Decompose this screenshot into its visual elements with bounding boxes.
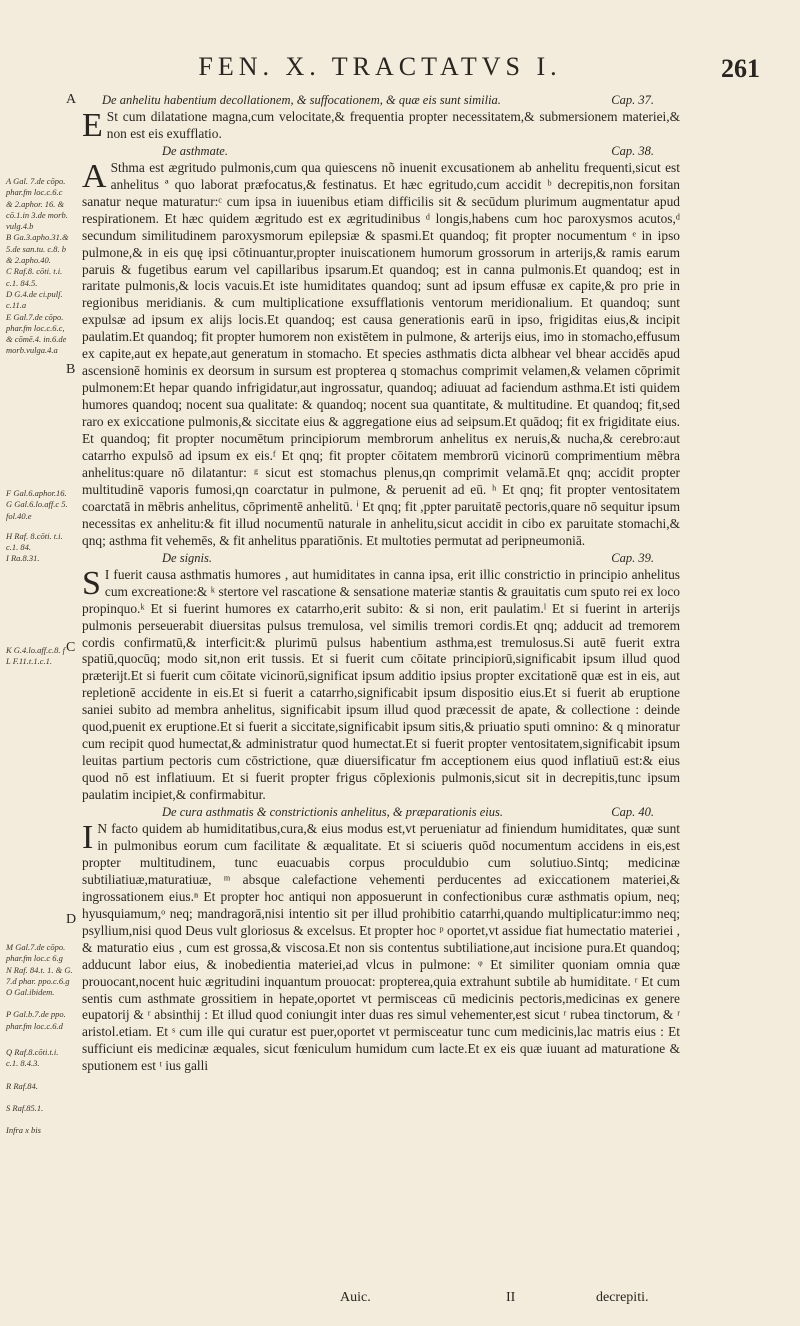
margin-note: & 2.aphor. 16. & xyxy=(6,198,65,209)
chapter-38-drop-cap: A xyxy=(82,157,107,195)
margin-note: F Gal.6.aphor.16. xyxy=(6,488,67,498)
chapter-39-heading xyxy=(162,550,680,567)
chapter-39-title: De signis. xyxy=(162,550,212,565)
chapter-37-heading xyxy=(102,92,680,109)
margin-note: P Gal.b.7.de ppo. xyxy=(6,1009,66,1020)
margin-note: N Raf. 84.t. 1. & G. xyxy=(6,964,73,975)
chapter-40-drop-cap: I xyxy=(82,818,94,856)
margin-note xyxy=(6,522,74,530)
margin-note: 7.d phar. ppo.c.6.g xyxy=(6,975,70,986)
catchword-signature: Auic. xyxy=(340,1290,371,1305)
margin-note: A Gal. 7.de cōpo. xyxy=(6,176,66,186)
chapter-38-text: Sthma est ægritudo pulmonis,cum qua quiescens nõ inuenit excusationem ab anhelitu frequenti,sicut est anhelitus ª quo laborat præfocatus,& festinatus. Et hæc egritudo,cum accidit ᵇ decrepitis,non forsitan sanatur neque maturatur:ᶜ cum ipsa in iuuenibus etiam difficilis sit & secūdum plurimum augmentatur apud respirationem. Et hæc quidem ægritudo est ex ægritudinibus ᵈ longis,habens cum hoc paroxysmos acutos,ᵈ secundum similitudinem paroxysmorum epilepsiæ & spasmi.Et quandoq; fit propter nocumentum ᵉ in ipso pulmone,& in eis quę ipsi cōtinuantur,propter inuiscationem humorum grossorum in arterijs,& ramis earum paruis & fugetibus earum vel capillaribus ipsarum.Et quandoq; est in canna pulmonis.Et quandoq; est in raritate pulmonis,& locis vacuis.Et iste humiditates quandoq; sunt ad ipsum effusæ ex capite,& pro prie in regionibus meridianis. & cum multiplicatione exsufflationis ventorum meridionalium. Et quandoq; sunt expulsæ ad ipsum ex alijs locis.Et quandoq; est causa generationis earū in ipso, frigiditas eius,& incipit paulatim.Et quandoq; fit propter humorem non existētem in pulmone, & arterijs eius, imo in stomacho,effusum ex capite,aut ex hepate,aut generatum in stomacho. Et species asthmatis dicta albhear vel bhear accidēs apud ascensionē hominis ex deorsum in sursum est propterea q stomachus comprimit velamen,& velamen cōprimit pulmonem:Et hepar quando infrigidatur,aut ingrossatur, quandoq; adiuuat ad faciendum asthma.Et isti quidem humores quandoq; nocent sua qualitate: & quandoq; nocent sua quantitate, & multitudine. Et quandoq; fit,sed raro ex exiccatione pulmonis,& siccitate eius & aggregatione eius ad seipsum.Et quādoq; fit ex frigiditate eius. Et quandoq; fit propter nocumētum principiorum membrorum anhelitus ex neruis,& nucha,& cerebro:aut catarrho expulsō ad ipsum ex eis.ᶠ Et qnq; fit propter cōitatem membrorū vicinorū comprimentium mēbra anhelitus:quare nō dilatantur: ᵍ sicut est stomachus plenus,qn comprimit velamā.Et qnq; accidit propter multitudinē vaporis fumosi,qn coarctatur in pulmone, & peruenit ad eū. ʰ Et qnq; fit propter ventositatem coarctatā in mēbris anhelitus, cōprimentē anhelitū. ⁱ Et qnq; fit ,ppter paruitatē pectoris,quare nō sequitur ipsum necessitas ex anhelitu:& fit illud nocumentū naturale in anhelitu,sicut accidit in cibo ex paruitate stomachi,& qnq; asthma fit vehemēs, & fit anhelitus pparatiōnis. Et multoties permutat ad peripneumoniā. xyxy=(82,159,680,548)
margin-note: G Gal.6.lo.aff.c 5. xyxy=(6,499,68,510)
chapter-38-title: De asthmate. xyxy=(162,143,228,158)
chapter-39-number: Cap. 39. xyxy=(611,550,654,565)
margin-note: phar.fm loc.c.6.c, xyxy=(6,322,65,333)
margin-note: C Raf.8. cōti. t.i. xyxy=(6,266,63,277)
chapter-39-text: I fuerit causa asthmatis humores , aut humiditates in canna ipsa, erit illic constrictio in principio anhelitus cum excreatione:& ᵏ stertore vel rascatione & sensatione materiæ stantis & grauitatis cum sputo rei ex loco propinquo.ᵏ Et si fuerint humores ex catarrho,erit subito: & si non, erit paulatim.ˡ Et si fuerint in arterijs pulmonis perseuerabit diuersitas pulsus tremulosa, vel similis tremori cordis.Et qnq; adducit ad tremorem cordis confirmatū,& interficit:& plurimū pulsus habentium asthma,est tremulosus.Si autē fuerit extra spatiū,quocūq; modo sit,non erit tussis. Et si fuerit cum cōitate principiorū,significabit ipsum illud quod præterijt.Et si fuerit cum cōitate vicinorū,significat ipsum additio ipsius propter excitationē quæ est in eis, aut repletionē accidente in eis.Et si fuerit a catarrho,significabit ipsum dispositio eius.Et si fuerit ab eruptione saniei subito ad membra anhelitus, significabit ipsum illud quod præcessit de apate, & collectione : deinde quod,puenit ex eruptione.Et si fuerit a siccitate,significabit ipsum sitis,& priuatio sputi omnino: & q minoratur cum recipit quod humectat,& administratur quod humectat.Et si fuerit propter ventositatem,significabit ipsum leuitas partium pectoris cum cōstrictione, quæ diuersificatur fm acceptionem eius quod inflatiuū est:& eius quod nō est inflatiuum. Et si fuerit propter frigus cōplexionis pulmonis,sicut sit in decrepitis,tunc ipsum paulatim incipiet,& confirmabitur. xyxy=(82,566,680,803)
margin-note: D G.4.de ci.pulſ. xyxy=(6,288,63,299)
margin-note: O Gal.ibidem. xyxy=(6,987,55,998)
margin-notes-middle xyxy=(6,488,74,565)
margin-note: c.1. 84. xyxy=(6,542,32,553)
chapter-39-paragraph xyxy=(82,564,680,804)
margin-note: S Raf.85.1. xyxy=(6,1102,44,1113)
margin-note: phar.fm loc.c 6.g xyxy=(6,953,63,964)
margin-note: L F.11.t.1.c.1. xyxy=(6,656,53,667)
margin-note: c.11.a xyxy=(6,300,27,311)
page-number: 261 xyxy=(721,54,760,83)
margin-note: Q Raf.8.cōti.t.i. xyxy=(6,1047,59,1058)
margin-notes-top xyxy=(6,176,74,357)
margin-note: cō.1.in 3.de morb. xyxy=(6,209,68,220)
main-text-column xyxy=(82,92,680,1075)
chapter-38-number: Cap. 38. xyxy=(611,143,654,158)
margin-note: H Raf. 8.cōti. t.i. xyxy=(6,530,63,541)
section-mark-c: C xyxy=(66,640,76,655)
section-mark-a: A xyxy=(66,92,77,107)
chapter-40-title: De cura asthmatis & constrictionis anhelitus, & præparationis eius. xyxy=(162,805,503,820)
chapter-37-title: De anhelitu habentium decollationem, & suffocationem, & quæ eis sunt similia. xyxy=(102,93,501,107)
margin-note xyxy=(6,1070,74,1080)
margin-note: & 2.apho.40. xyxy=(6,255,51,266)
margin-note: B Ga.3.apho.31.& xyxy=(6,232,69,243)
margin-note: morb.vulga.4.a xyxy=(6,345,58,356)
margin-note: & cōmē.4. in.6.de xyxy=(6,334,67,345)
margin-note: Infra x bis xyxy=(6,1125,41,1136)
margin-note: K G.4.lo.aff.c.8. f xyxy=(6,645,66,655)
gathering-signature: II xyxy=(506,1290,516,1305)
margin-note xyxy=(6,1092,74,1102)
chapter-40-heading xyxy=(162,804,680,821)
margin-note xyxy=(6,1032,74,1046)
catchword: decrepiti. xyxy=(596,1290,649,1305)
margin-note xyxy=(6,998,74,1008)
margin-note: phar.fm loc.c.6.c xyxy=(6,187,63,198)
chapter-40-text: N facto quidem ab humiditatibus,cura,& eius modus est,vt perueniatur ad finiendum humiditates, quæ sunt in pulmonibus eorum cum facilitate & æqualitate. Et si sciueris quōd nocumentum accidens in eis,est propter multitudinem, tunc euacuabis corpus proculdubio cum solutiuo.Sintq; medicinæ subtiliatiuæ,maturatiuæ, ᵐ absque calefactione vehementi perducentes ad exiccationem materiei,& ingrossationem eius.ⁿ Et propter hoc antiqui non apposuerunt in confectionibus curæ asthmatis opium, neq; hyusquiamum,ᵒ neq; mandragorā,nisi intentio sit per illud prohibitio catarrhi,quando multiplicatur:immo neq; psyllium,nisi quod Deus vult gloriosus & excelsus. Et propter hoc ᵖ oportet,vt assidue fiat humectatio materiei , & maturatio eius , cum est grossa,& viscosa.Et non sis contentus subtiliatione,aut incisione pura.Et quandoq; adducunt labor eius, & inobedientia materiei,ad vlcus in pulmone: ᵠ Et similiter quoniam omnia quæ prouocant,nocent huic ægritudini inquantum prouocat: propterea,quia extrahunt subtile ab humiditate. ʳ Et cum sentis cum asthmate grossitiem in hepate,oportet vt permisceas cū medicinis pectoris,medicinas ex genere eupatorij & ʳ absinthij : Et illud quod coniungit inter duas res simul vehementer,est sicut ʳ rubea tinctorum, & ʳ aristol.etiam. Et ˢ cum ille qui curatur est puer,oportet vt permisceatur tunc cum medicinis,lac matris eius : Et sufficiunt eis medicinæ æquales, sicut fœniculum humidum cum lacte.Et ex eis quæ iuuant ad maturatione & sputionem est ᵗ ius galli xyxy=(82,820,680,1074)
chapter-38-heading xyxy=(162,143,680,160)
margin-note: 5.de san.tu. c.8. b xyxy=(6,243,66,254)
margin-note: E Gal.7.de cōpo. xyxy=(6,311,64,322)
margin-note: c.1. 84.5. xyxy=(6,277,38,288)
margin-note: vulg.4.b xyxy=(6,221,34,232)
running-header xyxy=(170,52,760,92)
section-mark-d: D xyxy=(66,912,77,927)
margin-note: phar.fm loc.c.6.d xyxy=(6,1020,63,1031)
section-mark-b: B xyxy=(66,362,76,377)
chapter-37-text: St cum dilatatione magna,cum velocitate,& frequentia propter necessitatem,& submersionem materiei,& non est eis exufflatio. xyxy=(106,108,680,141)
margin-notes-bottom xyxy=(6,942,74,1137)
chapter-40-number: Cap. 40. xyxy=(611,805,654,820)
margin-note: M Gal.7.de cōpo. xyxy=(6,942,66,952)
margin-note xyxy=(6,1114,74,1124)
chapter-37-paragraph xyxy=(82,106,680,144)
margin-note: R Raf.84. xyxy=(6,1080,38,1091)
chapter-37-drop-cap: E xyxy=(82,106,103,144)
chapter-37-number: Cap. 37. xyxy=(611,93,654,107)
margin-notes-k xyxy=(6,645,74,668)
margin-note: c.1. 8.4.3. xyxy=(6,1058,40,1069)
header-title: FEN. X. TRACTATVS I. xyxy=(198,52,562,81)
margin-note: fol.40.e xyxy=(6,510,32,521)
margin-note: I Ra.8.31. xyxy=(6,553,40,564)
chapter-38-paragraph xyxy=(82,157,680,550)
chapter-39-drop-cap: S xyxy=(82,564,101,602)
chapter-40-paragraph xyxy=(82,818,680,1075)
